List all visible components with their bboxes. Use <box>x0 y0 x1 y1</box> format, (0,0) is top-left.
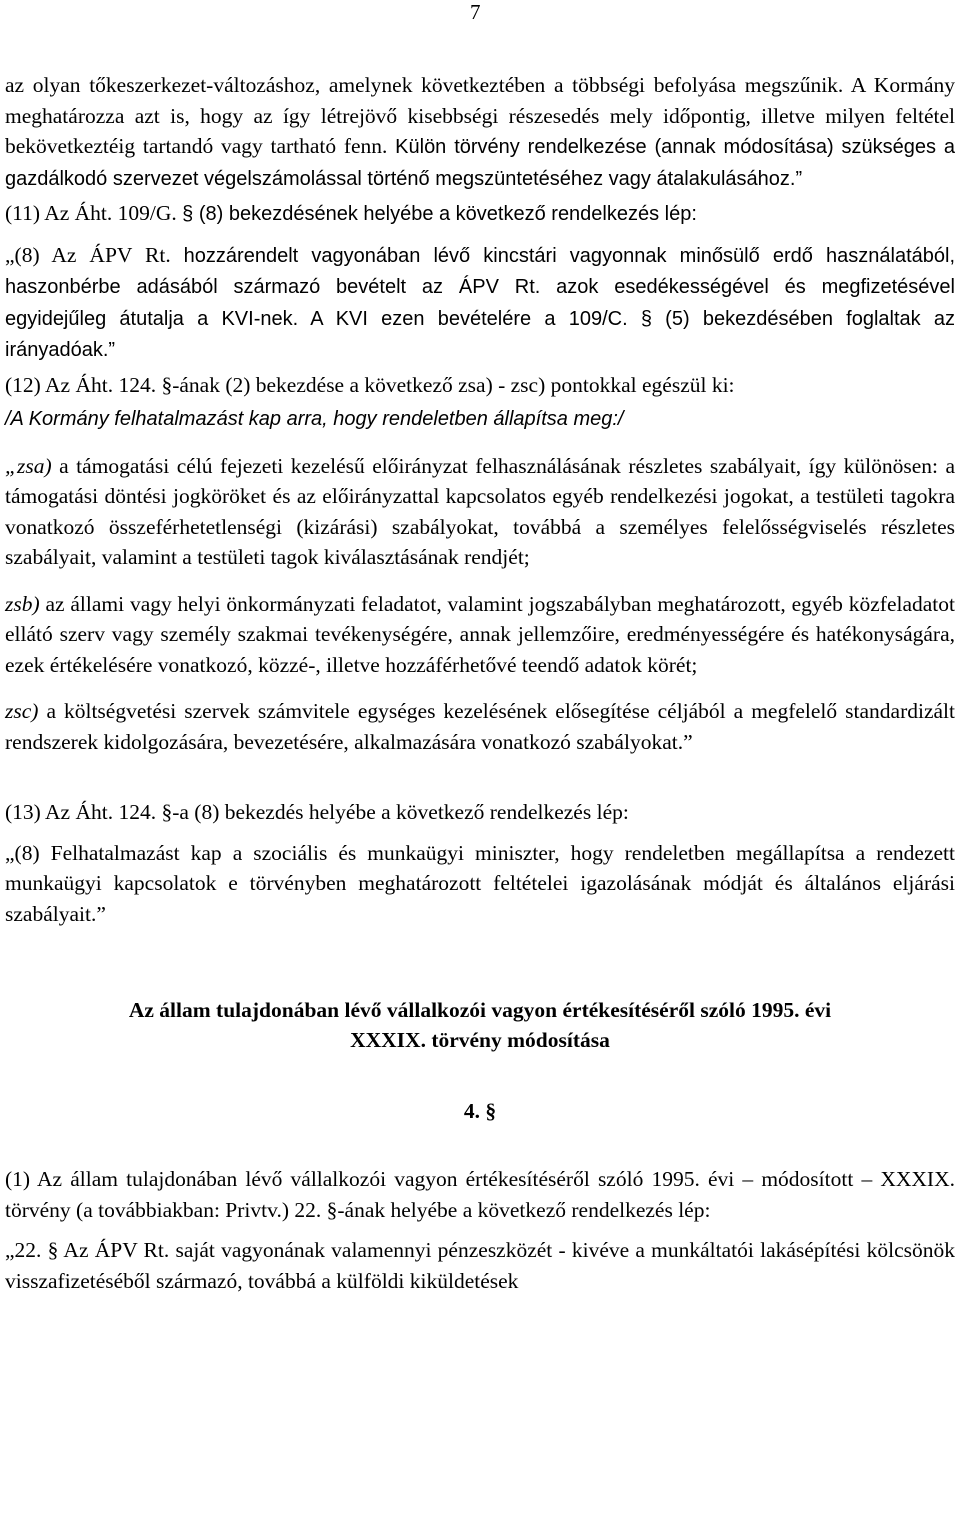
section-number: 4. § <box>463 1099 497 1123</box>
paragraph-13-quote: „(8) Felhatalmazást kap a szociális és munkaügyi miniszter, hogy rendeletben megállapítsa a rendezett munkaügyi kapcsolatok e törvényben meghatározott feltételei igazolásának módját és általános eljárási szabályait.” <box>5 840 955 926</box>
paragraph-13: (13) Az Áht. 124. §-a (8) bekezdés helyébe a következő rendelkezés lép: <box>5 800 629 824</box>
point-zsc: zsc) a költségvetési szervek számvitele egységes kezelésének elősegítése céljából a megfelelő standardizált rendszerek kidolgozására, bevezetésére, alkalmazására vonatkozó szabályokat.” <box>5 699 955 754</box>
paragraph-12-intro: /A Kormány felhatalmazást kap arra, hogy rendeletben állapítsa meg:/ <box>5 408 624 430</box>
document-body <box>5 70 955 1296</box>
page-number: 7 <box>470 0 481 24</box>
paragraph-12: (12) Az Áht. 124. §-ának (2) bekezdése a következő zsa) - zsc) pontokkal egészül ki: <box>5 372 735 397</box>
section-heading: Az állam tulajdonában lévő vállalkozói vagyon értékesítéséről szóló 1995. évi XXXIX. törvény módosítása <box>128 998 832 1052</box>
paragraph-11-quote: „(8) Az ÁPV Rt. hozzárendelt vagyonában lévő kincstári vagyonnak minősülő erdő használatából, haszonbérbe adásából származó bevételt az ÁPV Rt. azok esedékességével és megfizetésével egyidejűleg átutalja a KVI-nek. A KVI ezen bevételére a 109/C. § (5) bekezdésében foglaltak az irányadóak.” <box>5 242 956 361</box>
paragraph-11: (11) Az Áht. 109/G. § (8) bekezdésének helyébe a következő rendelkezés lép: <box>5 201 697 225</box>
section4-paragraph-1: (1) Az állam tulajdonában lévő vállalkozói vagyon értékesítéséről szóló 1995. évi – módosított – XXXIX. törvény (a továbbiakban: Privtv.) 22. §-ának helyébe a következő rendelkezés lép: <box>5 1167 955 1222</box>
point-zsb: zsb) az állami vagy helyi önkormányzati feladatot, valamint jogszabályban meghatározott, egyéb közfeladatot ellátó szerv vagy személy szakmai tevékenységére, annak jellemzőire, eredményességére és hatékonyságára, ezek értékelésére vonatkozó, közzé-, illetve hozzáférhetővé teendő adatok körét; <box>5 591 955 677</box>
point-zsa: „zsa) a támogatási célú fejezeti kezelésű előirányzat felhasználásának részletes szabályait, így különösen: a támogatási döntési jogköröket és az előirányzattal kapcsolatos egyéb rendelkezési jogokat, a testületi tagokra vonatkozó összeférhetetlenségi (kizárási) szabályokat, továbbá a személyes felelősségviselés részletes szabályait, valamint a testületi tagok kiválasztásának rendjét; <box>5 453 956 569</box>
section4-paragraph-2: „22. § Az ÁPV Rt. saját vagyonának valamennyi pénzeszközét - kivéve a munkáltatói lakásépítési kölcsönök visszafizetéséből származó, továbbá a külföldi kiküldetések <box>5 1238 955 1293</box>
sans-inserted-text: Külön törvény rendelkezése (annak módosítása) szükséges a gazdálkodó szervezet végelszámolással történő megszüntetéséhez vagy átalakulásához.” <box>5 136 956 190</box>
paragraph-continuation: az olyan tőkeszerkezet-változáshoz, amelynek következtében a többségi befolyása megszűnik. A Kormány meghatározza azt is, hogy az így létrejövő kisebbségi részesedés mely időpontig, illetve milyen feltétel bekövetkeztéig tartandó vagy tartható fenn. Külön törvény rendelkezése (annak módosítása) szükséges a gazdálkodó szervezet végelszámolással történő megszüntetéséhez vagy átalakulásához.” <box>5 73 956 190</box>
